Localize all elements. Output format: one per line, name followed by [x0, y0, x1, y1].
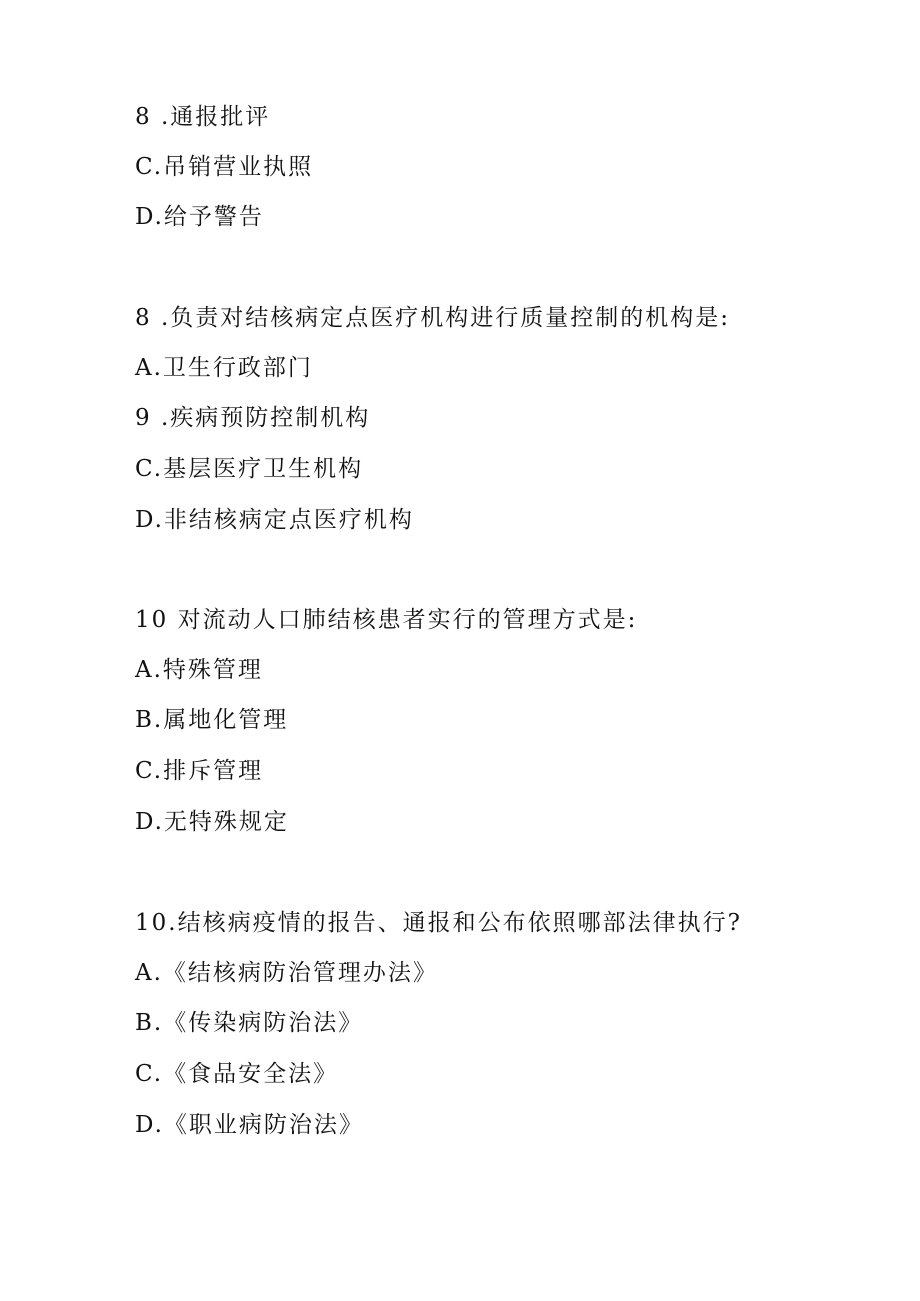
option-c: C.吊销营业执照 [135, 154, 314, 180]
option-b: 9 .疾病预防控制机构 [135, 405, 371, 431]
option-a: A.《结核病防治管理办法》 [135, 960, 438, 986]
option-d: D.无特殊规定 [135, 809, 289, 835]
option-d: D.给予警告 [135, 204, 264, 230]
question-text: 10.结核病疫情的报告、通报和公布依照哪部法律执行? [135, 910, 742, 936]
question-text: 8 .负责对结核病定点医疗机构进行质量控制的机构是: [135, 305, 731, 331]
option-c: C.基层医疗卫生机构 [135, 456, 364, 482]
question-text: 10 对流动人口肺结核患者实行的管理方式是: [135, 607, 638, 633]
option-d: D.非结核病定点医疗机构 [135, 507, 414, 533]
option-a: A.卫生行政部门 [135, 355, 313, 381]
option-c: C.《食品安全法》 [135, 1061, 339, 1087]
option-d: D.《职业病防治法》 [135, 1112, 364, 1138]
option-b: 8 .通报批评 [135, 104, 271, 130]
option-b: B.属地化管理 [135, 707, 289, 733]
option-c: C.排斥管理 [135, 758, 264, 784]
option-b: B.《传染病防治法》 [135, 1010, 364, 1036]
option-a: A.特殊管理 [135, 657, 263, 683]
